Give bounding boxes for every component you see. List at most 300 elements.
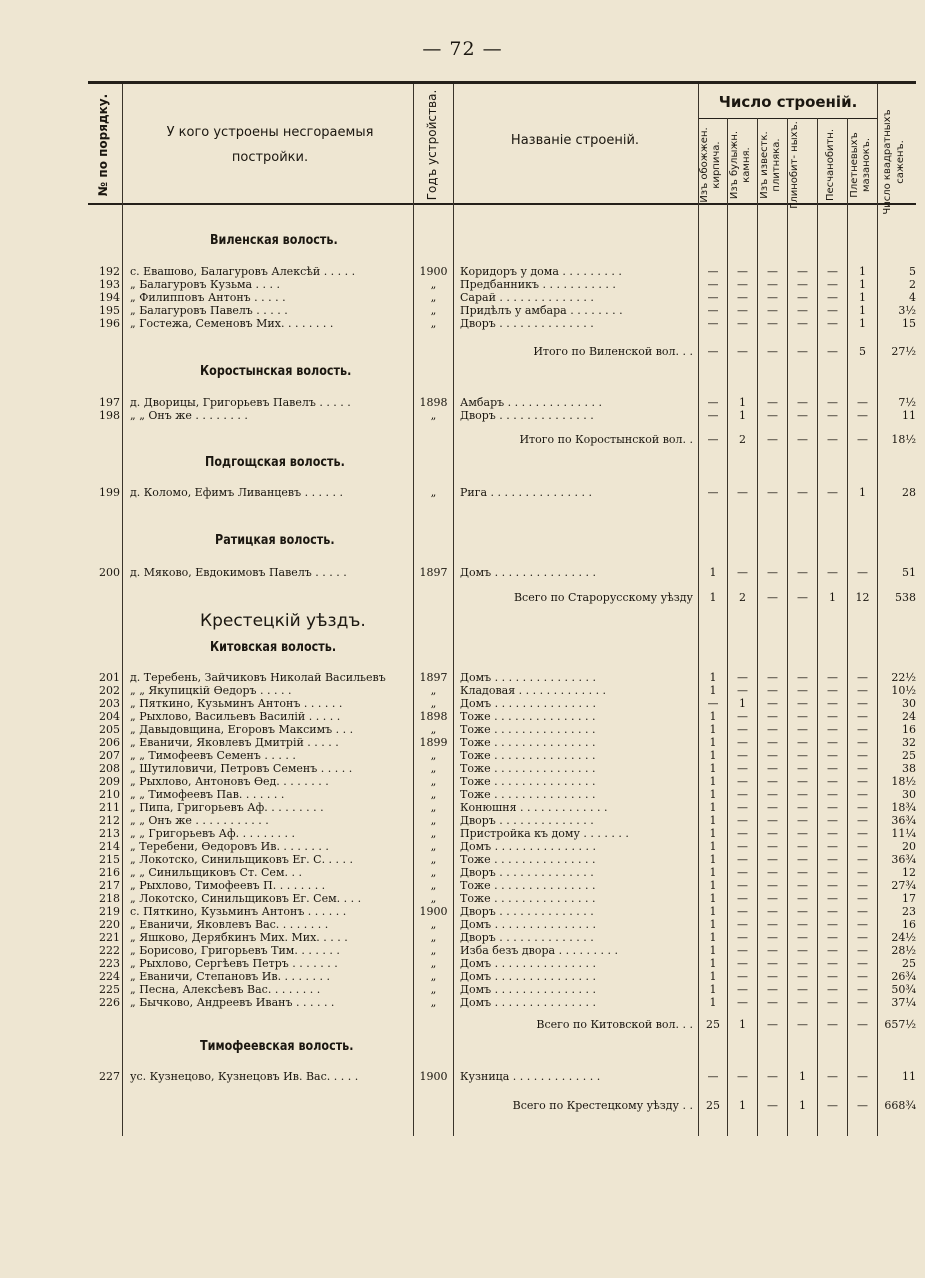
- row-year: 1897: [419, 566, 448, 579]
- row-year: „: [430, 291, 437, 304]
- row-count-c2: —: [737, 1070, 748, 1083]
- row-count-c4: —: [797, 762, 808, 775]
- total-count-c2: 2: [739, 433, 746, 446]
- total-count-c3: —: [767, 591, 778, 604]
- row-count-c2: —: [737, 762, 748, 775]
- row-number: 214: [99, 840, 120, 853]
- row-area: 11¼: [891, 827, 916, 840]
- row-year: „: [430, 775, 437, 788]
- row-count-c4: —: [797, 944, 808, 957]
- row-count-c2: —: [737, 801, 748, 814]
- row-count-c5: —: [827, 905, 838, 918]
- row-building: Тоже . . . . . . . . . . . . . . .: [460, 710, 596, 723]
- row-owner: „ Рыхлово, Васильевъ Василій . . . . .: [130, 710, 341, 723]
- row-count-c3: —: [767, 840, 778, 853]
- row-area: 2: [909, 278, 916, 291]
- row-count-c4: —: [797, 684, 808, 697]
- row-owner: „ Балагуровъ Кузьма . . . .: [130, 278, 281, 291]
- row-count-c2: —: [737, 749, 748, 762]
- row-count-c3: —: [767, 866, 778, 879]
- table-top-rule: [88, 81, 916, 84]
- row-number: 193: [99, 278, 120, 291]
- row-owner: ус. Кузнецово, Кузнецовъ Ив. Вас. . . . .: [130, 1070, 359, 1083]
- row-year: 1900: [419, 905, 448, 918]
- row-building: Домъ . . . . . . . . . . . . . . .: [460, 970, 597, 983]
- row-count-c4: —: [797, 749, 808, 762]
- row-year: „: [430, 944, 437, 957]
- row-count-c3: —: [767, 775, 778, 788]
- total-area: 27½: [891, 345, 916, 358]
- section-heading: Подгощская волость.: [205, 455, 345, 470]
- row-count-c6: —: [857, 762, 868, 775]
- row-count-c5: —: [827, 827, 838, 840]
- header-col-owner: У кого устроены несгораемыя постройки.: [166, 125, 374, 165]
- row-area: 11: [902, 1070, 916, 1083]
- header-col-sandcl: Песчанобитн.: [825, 128, 836, 202]
- row-count-c3: —: [767, 918, 778, 931]
- row-count-c3: —: [767, 749, 778, 762]
- row-year: „: [430, 723, 437, 736]
- section-heading: Тимофеевская волость.: [200, 1039, 354, 1054]
- row-count-c1: —: [707, 396, 719, 409]
- row-area: 24: [902, 710, 916, 723]
- row-count-c1: 1: [709, 879, 717, 892]
- row-count-c4: —: [797, 788, 808, 801]
- row-area: 25: [902, 957, 916, 970]
- row-count-c4: —: [797, 278, 808, 291]
- row-count-c5: —: [827, 265, 838, 278]
- row-owner: „ Локотско, Синильщиковъ Ег. С. . . . .: [130, 853, 354, 866]
- row-count-c2: 1: [739, 396, 746, 409]
- row-owner: „ „ Тимофеевъ Пав. . . . . . .: [130, 788, 285, 801]
- row-count-c2: —: [737, 775, 748, 788]
- row-area: 16: [902, 723, 916, 736]
- total-count-c6: —: [857, 1099, 868, 1112]
- row-count-c3: —: [767, 317, 778, 330]
- row-owner: „ Локотско, Синильщиковъ Ег. Сем. . . .: [130, 892, 362, 905]
- row-count-c2: —: [737, 879, 748, 892]
- row-area: 30: [902, 788, 916, 801]
- row-count-c3: —: [767, 892, 778, 905]
- row-area: 4: [909, 291, 916, 304]
- row-number: 194: [99, 291, 120, 304]
- header-col-group: Число строеній.: [718, 93, 858, 111]
- row-area: 27¾: [891, 879, 916, 892]
- row-year: „: [430, 697, 437, 710]
- row-year: „: [430, 892, 437, 905]
- row-area: 5: [909, 265, 916, 278]
- row-count-c5: —: [827, 291, 838, 304]
- row-count-c5: —: [827, 801, 838, 814]
- row-count-c6: —: [857, 788, 868, 801]
- header-col-lime: Изъ известк. плитняка.: [759, 131, 782, 199]
- row-year: „: [430, 996, 437, 1009]
- row-count-c2: —: [737, 983, 748, 996]
- row-building: Тоже . . . . . . . . . . . . . . .: [460, 749, 596, 762]
- row-count-c3: —: [767, 697, 778, 710]
- row-count-c4: —: [797, 970, 808, 983]
- total-area: 657½: [884, 1018, 916, 1031]
- row-building: Кладовая . . . . . . . . . . . . .: [460, 684, 607, 697]
- row-year: „: [430, 788, 437, 801]
- row-count-c3: —: [767, 566, 778, 579]
- row-count-c3: —: [767, 684, 778, 697]
- row-owner: „ Гостежа, Семеновъ Мих. . . . . . . .: [130, 317, 334, 330]
- row-owner: д. Дворицы, Григорьевъ Павелъ . . . . .: [130, 396, 351, 409]
- row-count-c2: —: [737, 684, 748, 697]
- row-count-c6: —: [857, 918, 868, 931]
- row-owner: „ Еваничи, Яковлевъ Дмитрій . . . . .: [130, 736, 339, 749]
- row-owner: „ Филипповъ Антонъ . . . . .: [130, 291, 286, 304]
- header-col-wattle: Плетневыхъ мазанокъ.: [849, 132, 872, 198]
- row-count-c5: —: [827, 409, 838, 422]
- total-count-c6: —: [857, 433, 868, 446]
- header-col-year: Годъ устройства.: [425, 89, 439, 201]
- row-owner: д. Коломо, Ефимъ Ливанцевъ . . . . . .: [130, 486, 344, 499]
- row-owner: „ Шутиловичи, Петровъ Семенъ . . . . .: [130, 762, 353, 775]
- total-count-c6: 12: [855, 591, 870, 604]
- header-col-brick: Изъ обожжен. кирпича.: [699, 127, 722, 203]
- row-count-c6: —: [857, 840, 868, 853]
- row-count-c6: 1: [859, 317, 866, 330]
- row-count-c1: 1: [709, 866, 717, 879]
- header-col-clay: Глинобит- ныхъ.: [789, 121, 800, 209]
- row-count-c3: —: [767, 291, 778, 304]
- row-number: 218: [99, 892, 120, 905]
- row-number: 198: [99, 409, 120, 422]
- row-count-c2: —: [737, 918, 748, 931]
- row-year: 1899: [419, 736, 448, 749]
- row-count-c1: —: [707, 291, 719, 304]
- row-owner: „ Яшково, Дерябкинъ Мих. Мих. . . . .: [130, 931, 348, 944]
- row-year: 1900: [419, 1070, 448, 1083]
- row-count-c3: —: [767, 736, 778, 749]
- row-building: Пристройка къ дому . . . . . . .: [460, 827, 629, 840]
- row-year: „: [430, 840, 437, 853]
- row-count-c5: —: [827, 710, 838, 723]
- row-count-c3: —: [767, 801, 778, 814]
- row-count-c5: —: [827, 996, 838, 1009]
- row-building: Тоже . . . . . . . . . . . . . . .: [460, 762, 596, 775]
- total-count-c6: 5: [859, 345, 866, 358]
- total-count-c6: —: [857, 1018, 868, 1031]
- total-count-c4: —: [797, 345, 808, 358]
- row-count-c3: —: [767, 304, 778, 317]
- total-count-c1: 25: [706, 1099, 720, 1112]
- section-heading: Коростынская волость.: [200, 364, 352, 379]
- row-area: 25: [902, 749, 916, 762]
- header-col-area: Число квадратныхъ саженъ.: [882, 109, 906, 215]
- row-building: Домъ . . . . . . . . . . . . . . .: [460, 840, 597, 853]
- header-col-cobble: Изъ булыжн. камня.: [729, 130, 752, 200]
- row-building: Домъ . . . . . . . . . . . . . . .: [460, 996, 597, 1009]
- row-count-c2: —: [737, 723, 748, 736]
- row-count-c5: —: [827, 566, 838, 579]
- total-count-c3: —: [767, 433, 778, 446]
- row-count-c6: —: [857, 1070, 868, 1083]
- row-count-c3: —: [767, 905, 778, 918]
- row-year: „: [430, 957, 437, 970]
- row-owner: „ Теребени, Ѳедоровъ Ив. . . . . . . .: [130, 840, 329, 853]
- row-count-c5: —: [827, 304, 838, 317]
- row-count-c3: —: [767, 1070, 778, 1083]
- row-count-c6: —: [857, 827, 868, 840]
- row-year: „: [430, 684, 437, 697]
- row-count-c2: —: [737, 931, 748, 944]
- row-count-c5: —: [827, 957, 838, 970]
- row-count-c4: —: [797, 409, 808, 422]
- row-number: 224: [99, 970, 120, 983]
- row-building: Предбанникъ . . . . . . . . . . .: [460, 278, 616, 291]
- row-owner: „ Рыхлово, Тимофеевъ П. . . . . . . .: [130, 879, 326, 892]
- row-area: 20: [902, 840, 916, 853]
- total-area: 538: [895, 591, 916, 604]
- row-count-c1: 1: [709, 788, 717, 801]
- row-count-c6: —: [857, 879, 868, 892]
- total-count-c5: 1: [829, 591, 836, 604]
- row-count-c2: —: [737, 996, 748, 1009]
- row-owner: с. Евашово, Балагуровъ Алексѣй . . . . .: [130, 265, 356, 278]
- row-building: Тоже . . . . . . . . . . . . . . .: [460, 736, 596, 749]
- row-count-c4: —: [797, 697, 808, 710]
- row-count-c1: —: [707, 317, 719, 330]
- row-number: 211: [99, 801, 120, 814]
- row-building: Кузница . . . . . . . . . . . . .: [460, 1070, 601, 1083]
- row-number: 196: [99, 317, 120, 330]
- row-count-c1: —: [707, 486, 719, 499]
- row-count-c6: —: [857, 697, 868, 710]
- row-count-c2: —: [737, 840, 748, 853]
- total-count-c4: —: [797, 433, 808, 446]
- row-count-c3: —: [767, 396, 778, 409]
- row-count-c5: —: [827, 749, 838, 762]
- row-year: „: [430, 409, 437, 422]
- total-label: Всего по Старорусскому уѣзду: [513, 591, 693, 604]
- row-count-c1: —: [707, 409, 719, 422]
- row-count-c5: —: [827, 944, 838, 957]
- row-area: 36¾: [891, 853, 916, 866]
- row-year: „: [430, 879, 437, 892]
- row-count-c3: —: [767, 278, 778, 291]
- row-count-c4: —: [797, 671, 808, 684]
- row-area: 10½: [891, 684, 916, 697]
- total-count-c1: —: [707, 433, 719, 446]
- row-area: 23: [902, 905, 916, 918]
- row-area: 50¾: [891, 983, 916, 996]
- row-count-c2: —: [737, 265, 748, 278]
- total-count-c4: —: [797, 1018, 808, 1031]
- page-number: — 72 —: [422, 38, 503, 60]
- row-number: 227: [99, 1070, 120, 1083]
- row-count-c1: 1: [709, 762, 717, 775]
- row-count-c4: —: [797, 931, 808, 944]
- row-count-c2: —: [737, 905, 748, 918]
- row-count-c4: —: [797, 918, 808, 931]
- row-building: Тоже . . . . . . . . . . . . . . .: [460, 723, 596, 736]
- row-owner: „ Давыдовщина, Егоровъ Максимъ . . .: [130, 723, 354, 736]
- row-count-c4: —: [797, 723, 808, 736]
- row-count-c1: 1: [709, 944, 717, 957]
- row-number: 215: [99, 853, 120, 866]
- row-area: 24½: [891, 931, 916, 944]
- total-label: Всего по Крестецкому уѣзду . .: [512, 1099, 693, 1112]
- row-building: Придѣлъ у амбара . . . . . . . .: [460, 304, 623, 317]
- total-count-c2: 2: [739, 591, 746, 604]
- row-count-c6: —: [857, 566, 868, 579]
- row-count-c1: 1: [709, 853, 717, 866]
- row-area: 16: [902, 918, 916, 931]
- row-year: „: [430, 983, 437, 996]
- row-count-c5: —: [827, 918, 838, 931]
- total-count-c3: —: [767, 1099, 778, 1112]
- row-number: 204: [99, 710, 120, 723]
- row-count-c5: —: [827, 723, 838, 736]
- row-count-c1: —: [707, 1070, 719, 1083]
- row-count-c5: —: [827, 278, 838, 291]
- row-count-c3: —: [767, 957, 778, 970]
- row-count-c1: —: [707, 697, 719, 710]
- row-count-c6: —: [857, 983, 868, 996]
- row-count-c5: —: [827, 931, 838, 944]
- row-year: „: [430, 317, 437, 330]
- row-count-c6: —: [857, 970, 868, 983]
- row-count-c6: —: [857, 814, 868, 827]
- row-year: „: [430, 814, 437, 827]
- uezd-heading: Крестецкій уѣздъ.: [200, 611, 366, 631]
- row-year: „: [430, 827, 437, 840]
- row-count-c2: —: [737, 892, 748, 905]
- row-count-c1: 1: [709, 775, 717, 788]
- row-year: „: [430, 866, 437, 879]
- row-count-c3: —: [767, 996, 778, 1009]
- row-owner: „ „ Синильщиковъ Ст. Сем. . .: [130, 866, 302, 879]
- row-year: „: [430, 853, 437, 866]
- row-building: Дворъ . . . . . . . . . . . . . .: [460, 317, 594, 330]
- row-count-c1: 1: [709, 970, 717, 983]
- row-count-c3: —: [767, 944, 778, 957]
- row-area: 18½: [891, 775, 916, 788]
- row-area: 17: [902, 892, 916, 905]
- row-area: 22½: [891, 671, 916, 684]
- total-count-c3: —: [767, 345, 778, 358]
- row-area: 38: [902, 762, 916, 775]
- total-count-c1: 25: [706, 1018, 720, 1031]
- row-count-c6: —: [857, 710, 868, 723]
- row-count-c1: 1: [709, 710, 717, 723]
- row-count-c3: —: [767, 762, 778, 775]
- row-number: 226: [99, 996, 120, 1009]
- row-building: Конюшня . . . . . . . . . . . . .: [460, 801, 608, 814]
- row-building: Дворъ . . . . . . . . . . . . . .: [460, 931, 594, 944]
- row-building: Дворъ . . . . . . . . . . . . . .: [460, 866, 594, 879]
- row-owner: „ Пипа, Григорьевъ Аф. . . . . . . . .: [130, 801, 324, 814]
- row-count-c1: —: [707, 278, 719, 291]
- row-count-c4: —: [797, 840, 808, 853]
- total-count-c2: —: [737, 345, 748, 358]
- row-count-c1: 1: [709, 723, 717, 736]
- row-count-c2: —: [737, 736, 748, 749]
- row-count-c5: —: [827, 970, 838, 983]
- row-count-c5: —: [827, 866, 838, 879]
- row-count-c3: —: [767, 983, 778, 996]
- row-count-c5: —: [827, 762, 838, 775]
- row-owner: „ „ Тимофеевъ Семенъ . . . . .: [130, 749, 296, 762]
- row-owner: „ Песна, Алексѣевъ Вас. . . . . . . .: [130, 983, 321, 996]
- row-area: 37¼: [891, 996, 916, 1009]
- total-count-c2: 1: [739, 1099, 746, 1112]
- row-number: 195: [99, 304, 120, 317]
- row-count-c5: —: [827, 317, 838, 330]
- section-heading: Виленская волость.: [210, 233, 338, 248]
- row-count-c6: 1: [859, 278, 866, 291]
- row-year: „: [430, 486, 437, 499]
- row-count-c1: 1: [709, 827, 717, 840]
- row-count-c1: 1: [709, 905, 717, 918]
- row-count-c6: —: [857, 905, 868, 918]
- row-count-c4: —: [797, 317, 808, 330]
- row-count-c4: —: [797, 996, 808, 1009]
- row-building: Дворъ . . . . . . . . . . . . . .: [460, 409, 594, 422]
- row-count-c4: —: [797, 265, 808, 278]
- row-count-c6: —: [857, 723, 868, 736]
- section-heading: Ратицкая волость.: [215, 533, 335, 548]
- row-number: 200: [99, 566, 120, 579]
- row-area: 15: [902, 317, 916, 330]
- row-count-c5: —: [827, 1070, 838, 1083]
- row-year: 1898: [419, 396, 448, 409]
- row-number: 219: [99, 905, 120, 918]
- section-heading: Китовская волость.: [210, 640, 337, 655]
- row-count-c5: —: [827, 775, 838, 788]
- row-count-c5: —: [827, 671, 838, 684]
- total-count-c5: —: [827, 345, 838, 358]
- row-year: „: [430, 970, 437, 983]
- row-area: 51: [902, 566, 916, 579]
- row-owner: „ Балагуровъ Павелъ . . . . .: [130, 304, 288, 317]
- row-count-c3: —: [767, 723, 778, 736]
- row-year: 1897: [419, 671, 448, 684]
- row-count-c3: —: [767, 970, 778, 983]
- row-building: Тоже . . . . . . . . . . . . . . .: [460, 879, 596, 892]
- row-owner: „ Борисово, Григорьевъ Тим. . . . . . .: [130, 944, 340, 957]
- row-area: 12: [902, 866, 916, 879]
- row-count-c2: —: [737, 671, 748, 684]
- row-count-c4: —: [797, 566, 808, 579]
- row-owner: с. Пяткино, Кузьминъ Антонъ . . . . . .: [130, 905, 347, 918]
- row-building: Домъ . . . . . . . . . . . . . . .: [460, 671, 597, 684]
- row-count-c3: —: [767, 265, 778, 278]
- row-number: 220: [99, 918, 120, 931]
- row-count-c2: —: [737, 486, 748, 499]
- row-number: 208: [99, 762, 120, 775]
- total-count-c2: 1: [739, 1018, 746, 1031]
- row-count-c1: 1: [709, 931, 717, 944]
- row-count-c6: 1: [859, 265, 866, 278]
- row-count-c6: —: [857, 853, 868, 866]
- row-count-c5: —: [827, 684, 838, 697]
- row-owner: „ „ Якупицкій Ѳедоръ . . . . .: [130, 684, 292, 697]
- row-count-c4: —: [797, 814, 808, 827]
- row-count-c5: —: [827, 892, 838, 905]
- row-count-c1: 1: [709, 957, 717, 970]
- row-number: 209: [99, 775, 120, 788]
- row-count-c5: —: [827, 879, 838, 892]
- row-count-c5: —: [827, 814, 838, 827]
- row-count-c3: —: [767, 931, 778, 944]
- row-count-c2: —: [737, 317, 748, 330]
- row-count-c2: —: [737, 566, 748, 579]
- total-count-c5: —: [827, 1099, 838, 1112]
